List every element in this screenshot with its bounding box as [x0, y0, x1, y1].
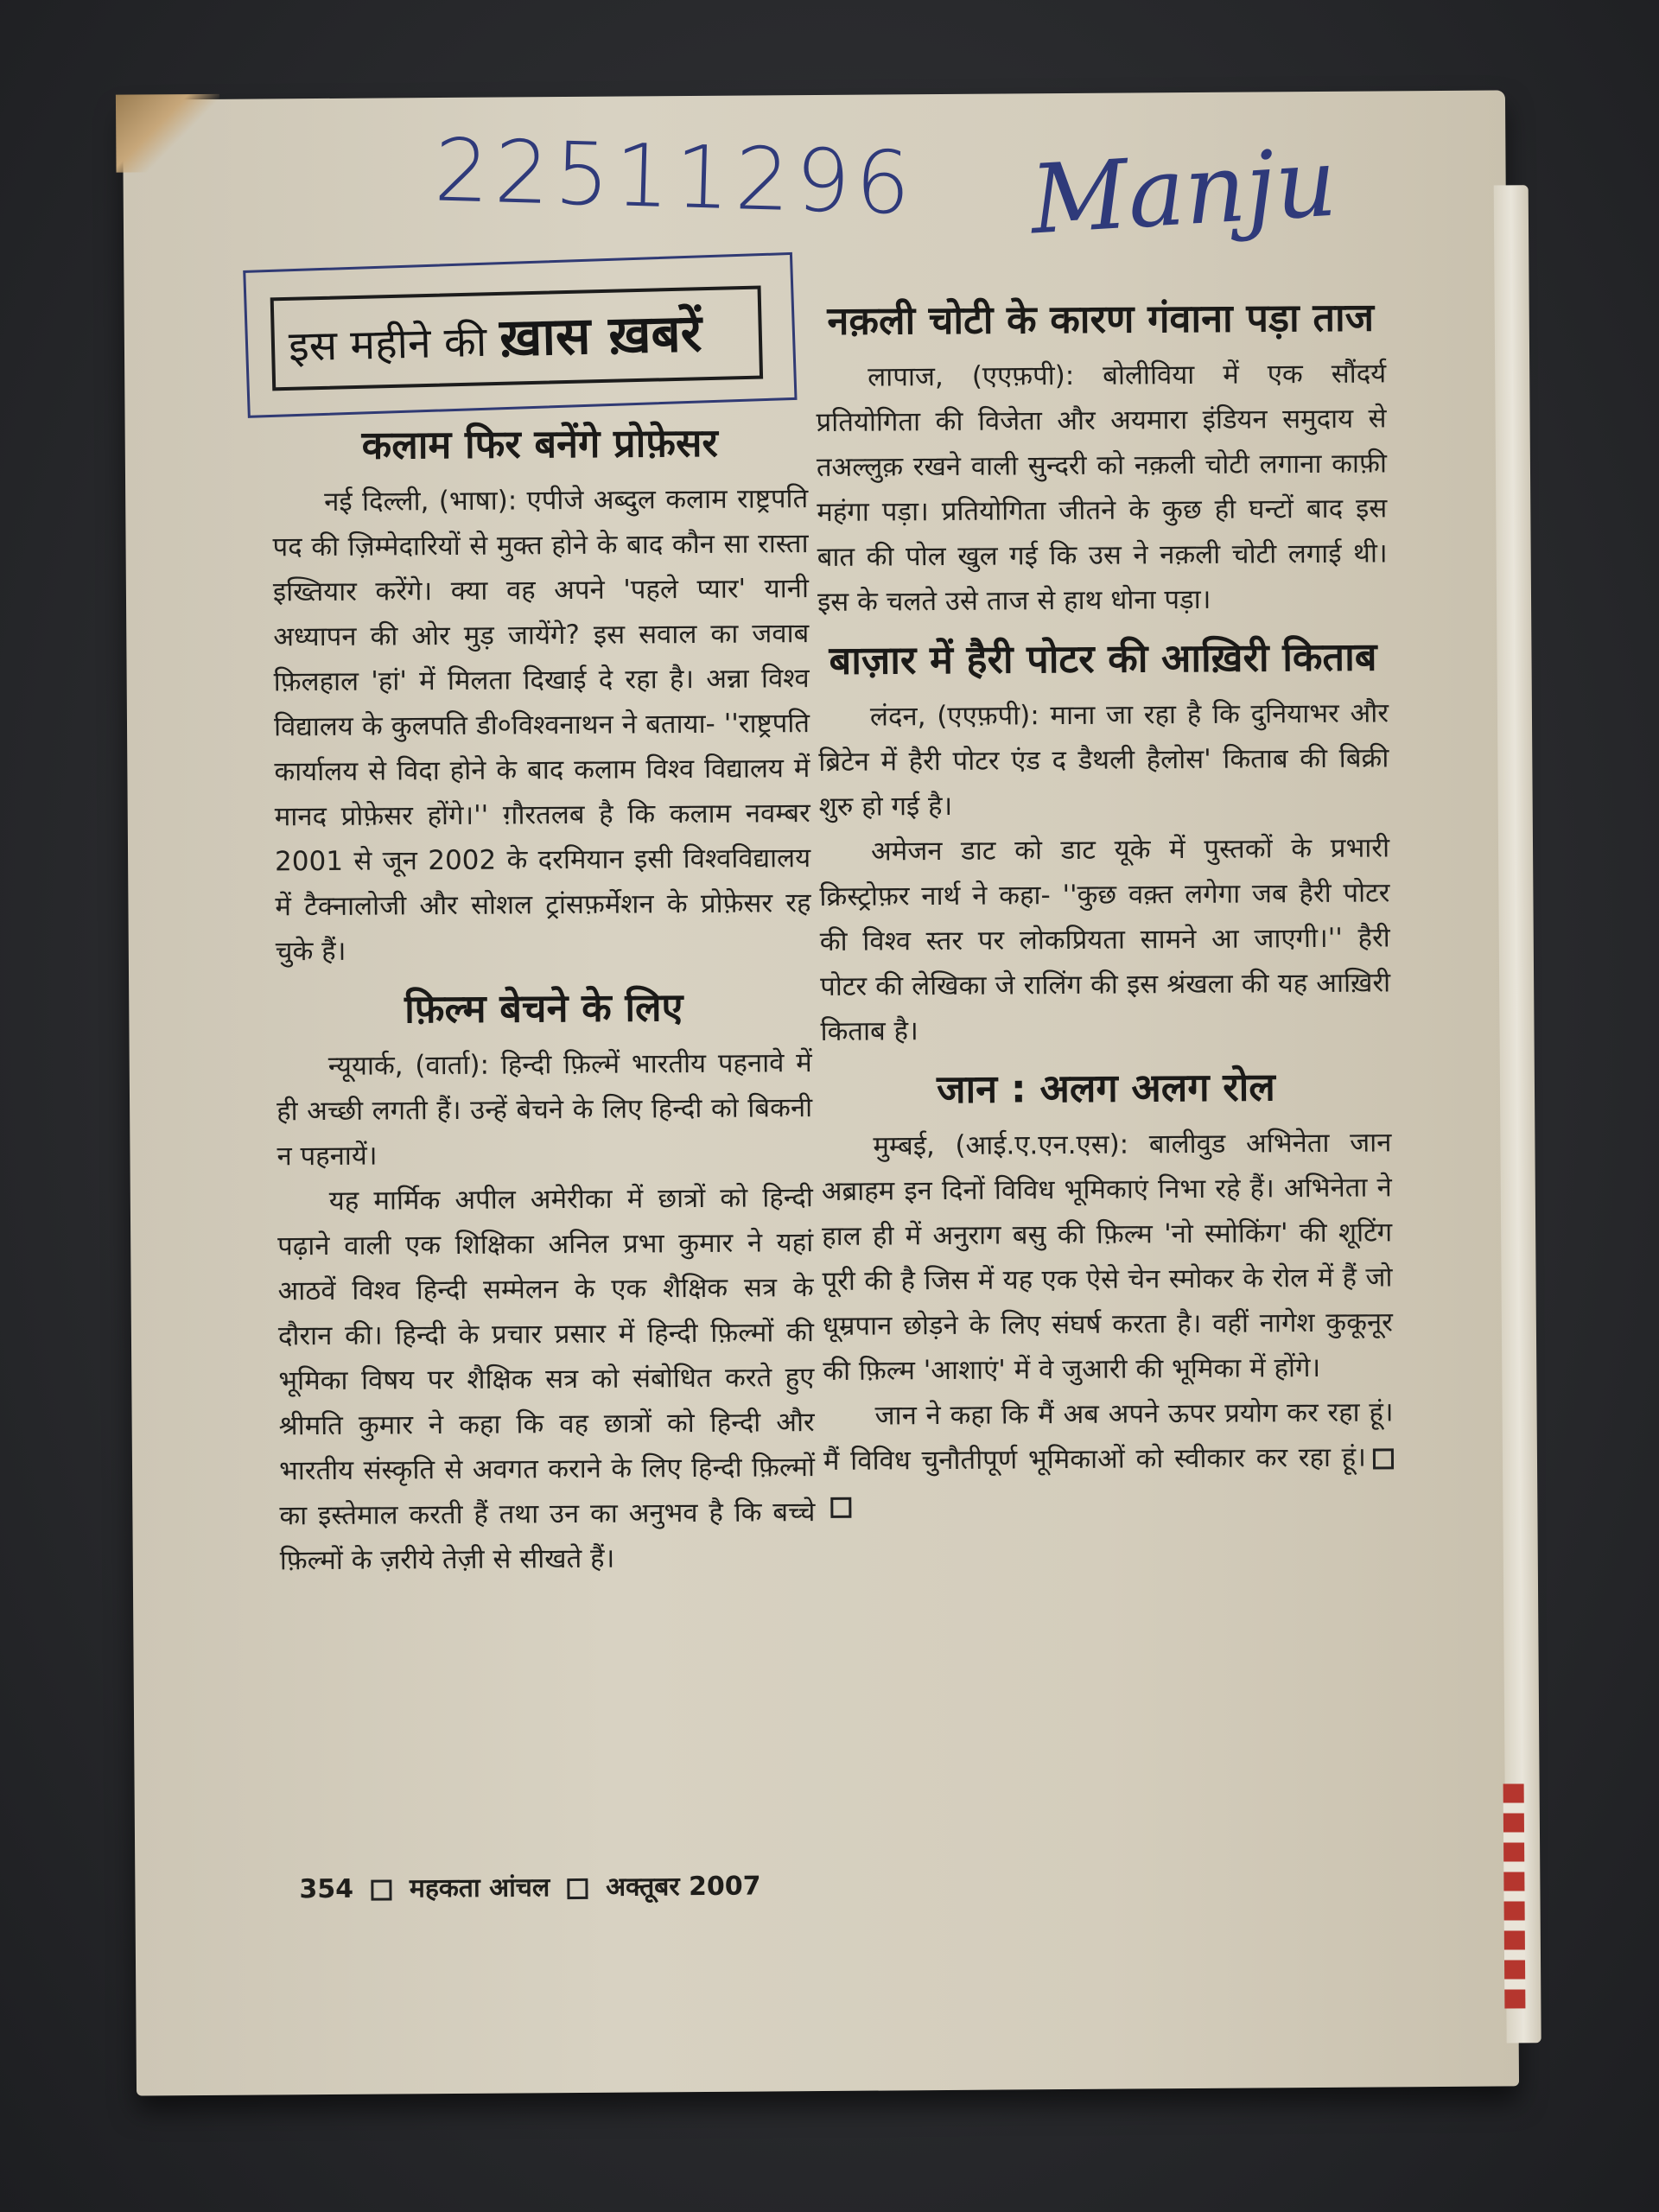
banner-prefix: इस महीने की	[288, 317, 487, 372]
separator-square-icon	[568, 1878, 588, 1898]
magazine-page	[123, 90, 1519, 2095]
magazine-name: महकता आंचल	[409, 1872, 550, 1904]
page-edge	[1494, 185, 1541, 2043]
article-paragraph: नई दिल्ली, (भाषा): एपीजे अब्दुल कलाम राष्ट्रपति पद की ज़िम्मेदारियों से मुक्त होने के बाद कौन सा रास्ता इख्तियार करेंगे। क्या वह अपने 'पहले प्यार' यानी अध्यापन की ओर मुड़ जायेंगे? इस सवाल का जवाब फ़िलहाल 'हां' में मिलता दिखाई दे रहा है। अन्ना विश्व विद्यालय के कुलपति डी०विश्वनाथन ने बताया- ''राष्ट्रपति कार्यालय से विदा होने के बाद कलाम विश्व विद्यालय में मानद प्रोफ़ेसर होंगे।'' ग़ौरतलब है कि कलाम नवम्बर 2001 से जून 2002 के दरमियान इसी विश्वविद्यालय में टैक्नालोजी और सोशल ट्रांसफ़र्मेशन के प्रोफ़ेसर रह चुके हैं।	[272, 483, 811, 968]
banner-highlight: ख़ास ख़बरें	[499, 302, 703, 369]
separator-square-icon	[371, 1879, 391, 1900]
end-mark-icon	[1373, 1448, 1394, 1469]
article-headline: नक़ली चोटी के कारण गंवाना पड़ा ताज	[827, 294, 1375, 344]
article-paragraph: लापाज, (एएफ़पी): बोलीविया में एक सौंदर्य प्रतियोगिता की विजेता और अयमारा इंडियन समुदाय से तअल्लुक़ रखने वाली सुन्दरी को नक़ली चोटी लगाना काफ़ी महंगा पड़ा। प्रतियोगिता जीतने के कुछ ही घन्टों बाद इस बात की पोल खुल गई कि उस ने नक़ली चोटी लगाई थी। इस के चलते उसे ताज से हाथ धोना पड़ा।	[816, 358, 1388, 619]
article-paragraph: न्यूयार्क, (वार्ता): हिन्दी फ़िल्में भारतीय पहनावे में ही अच्छी लगती हैं। उन्हें बेचने के लिए हिन्दी को बिकनी न पहनायें।	[276, 1047, 813, 1173]
article-headline: बाज़ार में हैरी पोटर की आख़िरी किताब	[829, 633, 1377, 683]
page-footer	[299, 1867, 760, 1906]
handwritten-number: 22511296	[433, 119, 918, 234]
left-column	[272, 415, 816, 1592]
right-column	[816, 289, 1395, 1537]
article-john-abraham	[821, 1058, 1395, 1529]
article-paragraph: यह मार्मिक अपील अमेरीका में छात्रों को हिन्दी पढ़ाने वाली एक शिक्षिका अनिल प्रभा कुमार ने यहां आठवें विश्व हिन्दी सम्मेलन के एक शैक्षिक सत्र के दौरान की। हिन्दी के प्रचार प्रसार में हिन्दी फ़िल्मों की भूमिका विषय पर शैक्षिक सत्र को संबोधित करते हुए श्रीमति कुमार ने कहा कि वह छात्रों को हिन्दी और भारतीय संस्कृति से अवगत कराने के लिए हिन्दी फ़िल्मों का इस्तेमाल करती हैं तथा उन का अनुभव है कि बच्चे फ़िल्मों के ज़रीये तेज़ी से सीखते हैं।	[277, 1182, 816, 1577]
torn-binding	[1503, 1783, 1526, 2008]
handwritten-name: Manju	[1027, 126, 1340, 256]
article-harry-potter	[817, 629, 1390, 1054]
article-kalam	[272, 415, 811, 974]
end-mark-icon	[830, 1497, 851, 1517]
issue-date: अक्तूबर 2007	[606, 1871, 761, 1903]
article-paragraph: लंदन, (एएफ़पी): माना जा रहा है कि दुनियाभर और ब्रिटेन में हैरी पोटर एंड द डैथली हैलोस' किताब की बिक्री शुरु हो गई है।	[818, 697, 1389, 823]
banner-title	[288, 296, 702, 377]
article-fake-braid	[816, 289, 1389, 625]
article-headline: जान : अलग अलग रोल	[936, 1064, 1275, 1113]
article-paragraph: अमेजन डाट को डाट यूके में पुस्तकों के प्रभारी क्रिस्ट्रोफ़र नार्थ ने कहा- ''कुछ वक़्त लगेगा जब हैरी पोटर की विश्व स्तर पर लोकप्रियता सामने आ जाएगी।'' हैरी पोटर की लेखिका जे रालिंग की इस श्रंखला की यह आख़िरी किताब है।	[819, 832, 1391, 1048]
article-film	[276, 979, 816, 1583]
article-paragraph: मुम्बई, (आई.ए.एन.एस): बालीवुड अभिनेता जान अब्राहम इन दिनों विविध भूमिकाएं निभा रहे हैं। अभिनेता ने हाल ही में अनुराग बसु की फ़िल्म 'नो स्मोकिंग' की शूटिंग पूरी की है जिस में यह एक ऐसे चेन स्मोकर के रोल में हैं जो धूम्रपान छोड़ने के लिए संघर्ष करता है। वहीं नागेश कुकूनूर की फ़िल्म 'आशाएं' में वे जुआरी की भूमिका में होंगे।	[821, 1127, 1393, 1387]
article-paragraph	[823, 1389, 1394, 1529]
page-number: 354	[299, 1873, 354, 1905]
article-text: जान ने कहा कि मैं अब अपने ऊपर प्रयोग कर रहा हूं। मैं विविध चुनौतीपूर्ण भूमिकाओं को स्वीकार कर रहा हूं।	[823, 1396, 1394, 1477]
article-headline: कलाम फिर बनेंगे प्रोफ़ेसर	[361, 419, 719, 468]
torn-corner	[116, 94, 220, 173]
article-headline: फ़िल्म बेचने के लिए	[404, 984, 683, 1033]
